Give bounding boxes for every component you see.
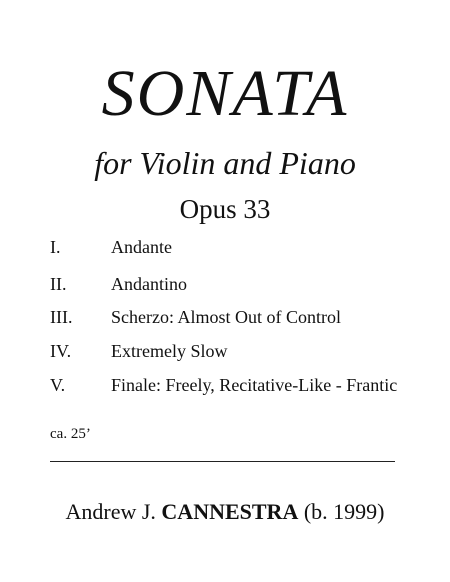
movement-numeral: I. xyxy=(50,237,61,257)
movement-name: Andante xyxy=(111,237,172,257)
opus-number: Opus 33 xyxy=(179,194,271,224)
work-title: SONATA xyxy=(101,57,349,130)
composer-credit xyxy=(0,498,450,526)
movement-numeral: II. xyxy=(50,274,67,294)
composer-given-names: Andrew J. xyxy=(65,499,156,524)
divider-rule xyxy=(50,461,395,462)
movement-name: Finale: Freely, Recitative-Like - Frantic xyxy=(111,375,398,395)
movement-name: Scherzo: Almost Out of Control xyxy=(111,307,341,327)
movement-name: Extremely Slow xyxy=(111,341,228,361)
composer-dates: (b. 1999) xyxy=(303,499,385,524)
work-subtitle: for Violin and Piano xyxy=(94,145,356,181)
movement-numeral: V. xyxy=(50,375,66,395)
movement-numeral: IV. xyxy=(50,341,72,361)
movement-numeral: III. xyxy=(50,307,73,327)
movement-name: Andantino xyxy=(111,274,187,294)
duration-note: ca. 25’ xyxy=(50,426,91,442)
composer-surname: CANNESTRA xyxy=(161,499,299,524)
